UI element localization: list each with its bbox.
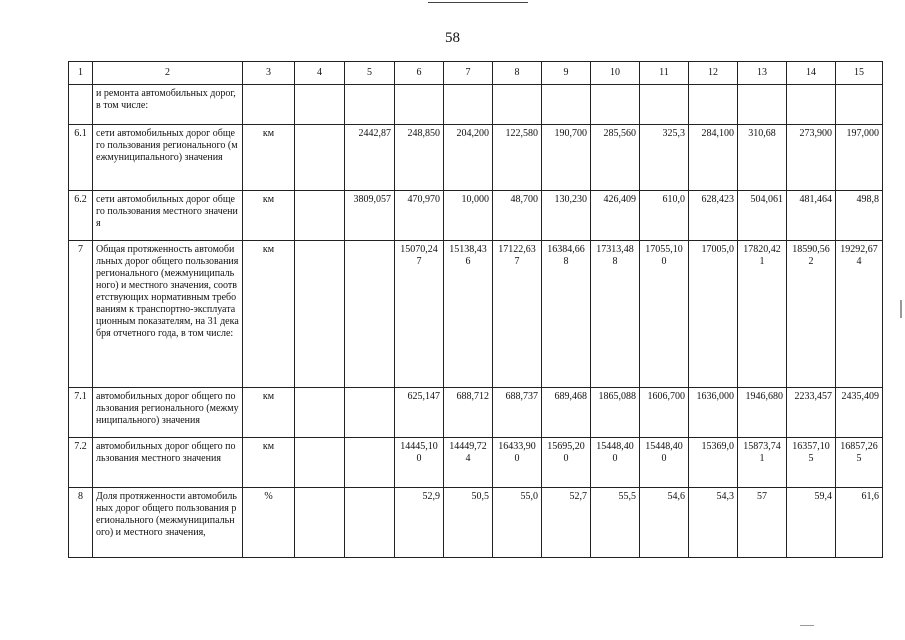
value-cell: 310,68: [738, 125, 787, 191]
value-cell: 504,061: [738, 191, 787, 241]
unit-cell: км: [243, 241, 295, 388]
value-cell: 15369,0: [689, 438, 738, 488]
table-row: [69, 85, 883, 125]
value-cell: [295, 388, 345, 438]
header-cell: 2: [93, 62, 243, 85]
value-cell: 15448,400: [591, 438, 640, 488]
table-row: [69, 438, 883, 488]
value-cell: [591, 85, 640, 125]
value-cell: 190,700: [542, 125, 591, 191]
table-body: [69, 62, 883, 558]
table-row: [69, 388, 883, 438]
header-cell: 3: [243, 62, 295, 85]
indicator-name: автомобильных дорог общего пользования регионального (межмуниципального) значения: [93, 388, 243, 438]
value-cell: 1865,088: [591, 388, 640, 438]
value-cell: 130,230: [542, 191, 591, 241]
indicator-name: и ремонта автомобильных дорог, в том числе:: [93, 85, 243, 125]
value-cell: 284,100: [689, 125, 738, 191]
value-cell: [295, 488, 345, 558]
value-cell: 15138,436: [444, 241, 493, 388]
value-cell: 15695,200: [542, 438, 591, 488]
value-cell: [345, 241, 395, 388]
row-number: 7.2: [69, 438, 93, 488]
value-cell: [493, 85, 542, 125]
value-cell: 15448,400: [640, 438, 689, 488]
value-cell: [295, 85, 345, 125]
value-cell: [345, 438, 395, 488]
row-number: 8: [69, 488, 93, 558]
value-cell: 19292,674: [836, 241, 883, 388]
value-cell: 625,147: [395, 388, 444, 438]
value-cell: [640, 85, 689, 125]
header-cell: 8: [493, 62, 542, 85]
value-cell: 248,850: [395, 125, 444, 191]
value-cell: 470,970: [395, 191, 444, 241]
value-cell: 481,464: [787, 191, 836, 241]
value-cell: 48,700: [493, 191, 542, 241]
value-cell: 50,5: [444, 488, 493, 558]
value-cell: 55,5: [591, 488, 640, 558]
header-cell: 1: [69, 62, 93, 85]
header-cell: 12: [689, 62, 738, 85]
value-cell: 16384,668: [542, 241, 591, 388]
value-cell: 16433,900: [493, 438, 542, 488]
value-cell: 17122,637: [493, 241, 542, 388]
header-cell: 10: [591, 62, 640, 85]
value-cell: 14449,724: [444, 438, 493, 488]
header-cell: 9: [542, 62, 591, 85]
top-rule: [428, 2, 528, 3]
table-row: [69, 488, 883, 558]
value-cell: 18590,562: [787, 241, 836, 388]
table-row: [69, 125, 883, 191]
header-cell: 4: [295, 62, 345, 85]
value-cell: 52,9: [395, 488, 444, 558]
value-cell: [345, 85, 395, 125]
value-cell: 2442,87: [345, 125, 395, 191]
value-cell: 688,737: [493, 388, 542, 438]
value-cell: 14445,100: [395, 438, 444, 488]
row-number: 7: [69, 241, 93, 388]
header-cell: 15: [836, 62, 883, 85]
value-cell: 2233,457: [787, 388, 836, 438]
table-row: [69, 241, 883, 388]
indicator-name: автомобильных дорог общего пользования местного значения: [93, 438, 243, 488]
value-cell: 2435,409: [836, 388, 883, 438]
unit-cell: км: [243, 438, 295, 488]
value-cell: 273,900: [787, 125, 836, 191]
unit-cell: км: [243, 388, 295, 438]
value-cell: 55,0: [493, 488, 542, 558]
header-cell: 7: [444, 62, 493, 85]
row-number: 6.2: [69, 191, 93, 241]
scan-mark: [900, 300, 902, 318]
header-cell: 11: [640, 62, 689, 85]
value-cell: 61,6: [836, 488, 883, 558]
value-cell: 122,580: [493, 125, 542, 191]
value-cell: 54,3: [689, 488, 738, 558]
indicator-name: Доля протяженности автомобильных дорог общего пользования регионального (межмуниципального) и местного значения,: [93, 488, 243, 558]
value-cell: 3809,057: [345, 191, 395, 241]
header-cell: 6: [395, 62, 444, 85]
page-number: 58: [445, 30, 460, 46]
indicators-table: [68, 61, 883, 558]
value-cell: [689, 85, 738, 125]
value-cell: 1636,000: [689, 388, 738, 438]
value-cell: [295, 125, 345, 191]
header-row: [69, 62, 883, 85]
value-cell: [295, 241, 345, 388]
row-number: 6.1: [69, 125, 93, 191]
value-cell: 17820,421: [738, 241, 787, 388]
value-cell: [787, 85, 836, 125]
value-cell: 17055,100: [640, 241, 689, 388]
value-cell: 426,409: [591, 191, 640, 241]
header-cell: 5: [345, 62, 395, 85]
table-row: [69, 191, 883, 241]
value-cell: 325,3: [640, 125, 689, 191]
value-cell: 285,560: [591, 125, 640, 191]
value-cell: [836, 85, 883, 125]
unit-cell: %: [243, 488, 295, 558]
value-cell: 15873,741: [738, 438, 787, 488]
value-cell: [395, 85, 444, 125]
value-cell: 57: [738, 488, 787, 558]
value-cell: 59,4: [787, 488, 836, 558]
value-cell: 54,6: [640, 488, 689, 558]
value-cell: 628,423: [689, 191, 738, 241]
value-cell: 204,200: [444, 125, 493, 191]
value-cell: 15070,247: [395, 241, 444, 388]
unit-cell: км: [243, 191, 295, 241]
unit-cell: [243, 85, 295, 125]
value-cell: [444, 85, 493, 125]
value-cell: 52,7: [542, 488, 591, 558]
header-cell: 13: [738, 62, 787, 85]
row-number: 7.1: [69, 388, 93, 438]
value-cell: [295, 438, 345, 488]
value-cell: 1946,680: [738, 388, 787, 438]
value-cell: 197,000: [836, 125, 883, 191]
indicator-name: Общая протяженность автомобильных дорог общего пользования регионального (межмуниципального) и местного значения, соответствующих нормативным требованиям к транспортно-эксплуатационным показателям, на 31 декабря отчетного года, в том числе:: [93, 241, 243, 388]
value-cell: 1606,700: [640, 388, 689, 438]
value-cell: [295, 191, 345, 241]
indicator-name: сети автомобильных дорог общего пользования местного значения: [93, 191, 243, 241]
value-cell: 17005,0: [689, 241, 738, 388]
value-cell: 610,0: [640, 191, 689, 241]
value-cell: [542, 85, 591, 125]
value-cell: 688,712: [444, 388, 493, 438]
value-cell: [345, 388, 395, 438]
header-cell: 14: [787, 62, 836, 85]
value-cell: 16857,265: [836, 438, 883, 488]
value-cell: 498,8: [836, 191, 883, 241]
indicator-name: сети автомобильных дорог общего пользования регионального (межмуниципального) значения: [93, 125, 243, 191]
value-cell: 16357,105: [787, 438, 836, 488]
value-cell: [345, 488, 395, 558]
row-number: [69, 85, 93, 125]
value-cell: 17313,488: [591, 241, 640, 388]
value-cell: 10,000: [444, 191, 493, 241]
scan-mark: [800, 625, 814, 626]
unit-cell: км: [243, 125, 295, 191]
value-cell: [738, 85, 787, 125]
value-cell: 689,468: [542, 388, 591, 438]
